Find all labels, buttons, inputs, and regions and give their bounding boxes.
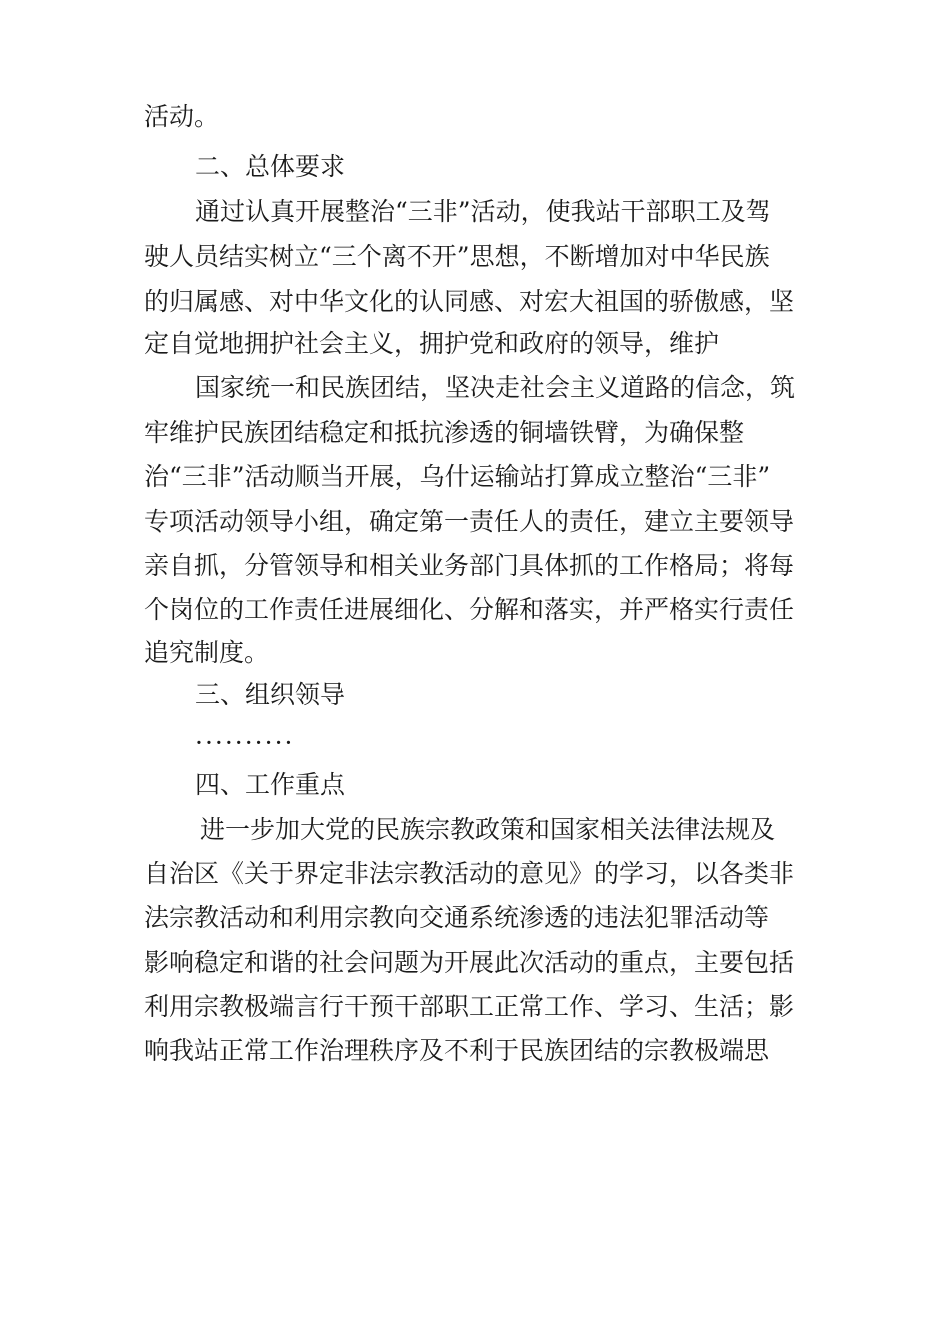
text-line: 国家统一和民族团结，坚决走社会主义道路的信念，筑 — [195, 373, 796, 402]
text-line: 进一步加大党的民族宗教政策和国家相关法律法规及 — [200, 815, 776, 844]
text-line: 通过认真开展整治“三非”活动，使我站干部职工及驾 — [195, 197, 771, 226]
text-line: 治“三非”活动顺当开展，乌什运输站打算成立整治“三非” — [144, 462, 771, 491]
section-heading: 四、工作重点 — [195, 770, 346, 799]
text-line: 专项活动领导小组，确定第一责任人的责任，建立主要领导 — [144, 507, 795, 536]
text-line: 自治区《关于界定非法宗教活动的意见》的学习，以各类非 — [144, 859, 795, 888]
text-line: 亲自抓，分管领导和相关业务部门具体抓的工作格局；将每 — [144, 551, 795, 580]
text-line: 的归属感、对中华文化的认同感、对宏大祖国的骄傲感，坚 — [144, 287, 795, 316]
section-heading: 三、组织领导 — [195, 680, 346, 709]
text-line: 活动。 — [144, 102, 220, 131]
text-line: 驶人员结实树立“三个离不开”思想，不断增加对中华民族 — [144, 242, 770, 271]
text-line: 利用宗教极端言行干预干部职工正常工作、学习、生活；影 — [144, 992, 795, 1021]
text-line: 个岗位的工作责任进展细化、分解和落实，并严格实行责任 — [144, 595, 795, 624]
section-heading: 二、总体要求 — [195, 152, 346, 181]
text-line: 追究制度。 — [144, 638, 270, 667]
text-line: 牢维护民族团结稳定和抵抗渗透的铜墙铁臂，为确保整 — [144, 418, 745, 447]
text-line: 法宗教活动和利用宗教向交通系统渗透的违法犯罪活动等 — [144, 903, 770, 932]
text-line: 定自觉地拥护社会主义，拥护党和政府的领导，维护 — [144, 329, 720, 358]
text-line: 影响稳定和谐的社会问题为开展此次活动的重点，主要包括 — [144, 948, 795, 977]
text-line: 响我站正常工作治理秩序及不利于民族团结的宗教极端思 — [144, 1036, 770, 1065]
ellipsis-dots: ·········· — [195, 728, 295, 757]
